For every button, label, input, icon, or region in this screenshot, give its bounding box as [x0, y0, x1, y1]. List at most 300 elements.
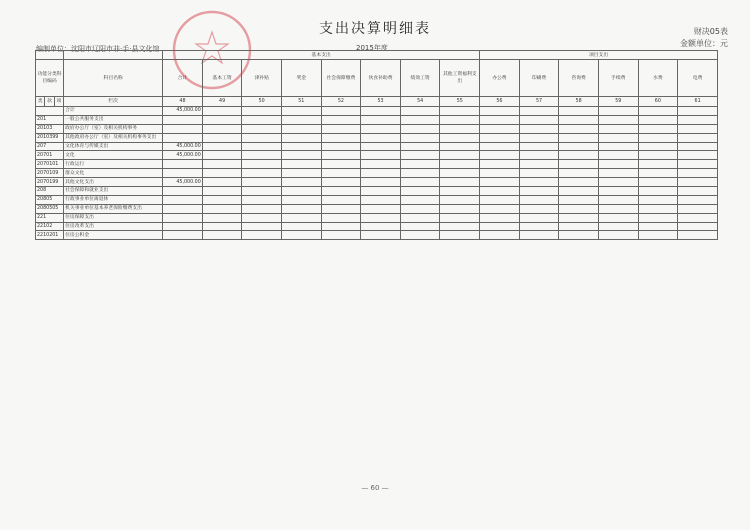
row-cell: [361, 222, 401, 231]
row-cell: [440, 178, 480, 187]
row-cell: [361, 169, 401, 178]
column-header: 手续费: [598, 60, 638, 97]
row-cell: [440, 169, 480, 178]
row-name: 行政运行: [64, 160, 163, 169]
row-name: 一般公共服务支出: [64, 115, 163, 124]
row-amount: 45,000.00: [163, 107, 203, 116]
row-cell: [559, 160, 599, 169]
row-cell: [559, 187, 599, 196]
page-title: 支出决算明细表: [319, 21, 431, 37]
row-cell: [242, 178, 282, 187]
row-cell: [440, 124, 480, 133]
column-header: 合计: [163, 60, 203, 97]
code-sub-header: 款: [45, 97, 54, 107]
row-cell: [480, 187, 520, 196]
row-cell: [202, 187, 242, 196]
column-header: 奖金: [281, 60, 321, 97]
row-amount: [163, 187, 203, 196]
column-header: 基本工资: [202, 60, 242, 97]
column-header: 绩效工资: [400, 60, 440, 97]
row-cell: [678, 231, 718, 240]
row-cell: [598, 213, 638, 222]
row-cell: [202, 107, 242, 116]
column-number: 55: [440, 97, 480, 107]
row-cell: [281, 204, 321, 213]
row-cell: [361, 107, 401, 116]
row-cell: [281, 107, 321, 116]
row-cell: [202, 133, 242, 142]
row-cell: [638, 231, 678, 240]
column-number: 48: [163, 97, 203, 107]
row-cell: [519, 169, 559, 178]
row-cell: [361, 160, 401, 169]
row-cell: [559, 204, 599, 213]
expense-detail-table: [35, 50, 718, 240]
row-cell: [440, 222, 480, 231]
row-cell: [242, 213, 282, 222]
row-name: 住房公积金: [64, 231, 163, 240]
row-amount: [163, 222, 203, 231]
row-cell: [519, 195, 559, 204]
row-cell: [440, 195, 480, 204]
row-cell: [202, 169, 242, 178]
row-cell: [678, 178, 718, 187]
row-cell: [242, 187, 282, 196]
row-cell: [638, 178, 678, 187]
table-row: [36, 115, 718, 124]
column-header: 电费: [678, 60, 718, 97]
row-cell: [638, 124, 678, 133]
row-cell: [480, 151, 520, 160]
column-number: 61: [678, 97, 718, 107]
row-cell: [480, 169, 520, 178]
row-cell: [361, 231, 401, 240]
row-cell: [480, 213, 520, 222]
row-cell: [321, 195, 361, 204]
row-cell: [638, 133, 678, 142]
column-number: 56: [480, 97, 520, 107]
column-number: 60: [638, 97, 678, 107]
row-code: 2080505: [36, 204, 64, 213]
row-cell: [400, 151, 440, 160]
row-cell: [361, 115, 401, 124]
row-cell: [519, 142, 559, 151]
row-amount: 45,000.00: [163, 178, 203, 187]
row-cell: [400, 169, 440, 178]
row-code: 2210201: [36, 231, 64, 240]
row-amount: 45,000.00: [163, 142, 203, 151]
row-code: 207: [36, 142, 64, 151]
row-cell: [321, 178, 361, 187]
row-cell: [242, 204, 282, 213]
row-cell: [321, 160, 361, 169]
row-cell: [281, 160, 321, 169]
group-project-header: 项目支出: [480, 51, 718, 60]
row-cell: [678, 151, 718, 160]
row-cell: [638, 213, 678, 222]
row-cell: [321, 231, 361, 240]
table-row: [36, 133, 718, 142]
column-number: 49: [202, 97, 242, 107]
row-cell: [202, 204, 242, 213]
row-cell: [678, 169, 718, 178]
row-cell: [519, 222, 559, 231]
row-cell: [440, 213, 480, 222]
row-cell: [242, 133, 282, 142]
row-cell: [281, 178, 321, 187]
row-cell: [559, 178, 599, 187]
row-cell: [202, 160, 242, 169]
row-cell: [440, 231, 480, 240]
data-rows: [36, 107, 718, 240]
row-code: 2010399: [36, 133, 64, 142]
column-header: 其他工资福利支出: [440, 60, 480, 97]
column-header: 办公费: [480, 60, 520, 97]
row-cell: [638, 195, 678, 204]
row-cell: [400, 142, 440, 151]
column-number: 50: [242, 97, 282, 107]
row-cell: [598, 107, 638, 116]
row-cell: [678, 213, 718, 222]
row-cell: [678, 204, 718, 213]
table-row: [36, 160, 718, 169]
row-cell: [638, 151, 678, 160]
row-cell: [242, 169, 282, 178]
row-cell: [678, 142, 718, 151]
row-cell: [678, 222, 718, 231]
row-cell: [361, 195, 401, 204]
row-cell: [202, 195, 242, 204]
row-name: 文化体育与传媒支出: [64, 142, 163, 151]
row-cell: [598, 178, 638, 187]
row-code: 20701: [36, 151, 64, 160]
row-cell: [638, 204, 678, 213]
row-cell: [281, 142, 321, 151]
row-cell: [638, 187, 678, 196]
code-sub-header: 类: [36, 97, 45, 107]
row-amount: [163, 133, 203, 142]
row-amount: [163, 160, 203, 169]
row-name: 文化: [64, 151, 163, 160]
row-code: 2070109: [36, 169, 64, 178]
row-cell: [559, 115, 599, 124]
row-code: 221: [36, 213, 64, 222]
row-cell: [598, 142, 638, 151]
code-group-header: [36, 51, 64, 60]
row-cell: [400, 115, 440, 124]
row-cell: [321, 115, 361, 124]
row-name: 行政事业单位离退休: [64, 195, 163, 204]
row-cell: [321, 204, 361, 213]
row-cell: [519, 133, 559, 142]
row-cell: [598, 115, 638, 124]
row-cell: [321, 222, 361, 231]
row-cell: [678, 124, 718, 133]
row-cell: [519, 213, 559, 222]
row-cell: [519, 187, 559, 196]
column-header: 咨询费: [559, 60, 599, 97]
table-row: [36, 169, 718, 178]
row-cell: [559, 195, 599, 204]
table-row: [36, 213, 718, 222]
row-code: 2070101: [36, 160, 64, 169]
row-cell: [400, 124, 440, 133]
row-code: 20103: [36, 124, 64, 133]
group-basic-header: 基本支出: [163, 51, 480, 60]
row-code: [36, 107, 64, 116]
column-number: 58: [559, 97, 599, 107]
row-cell: [598, 133, 638, 142]
name-group-header: [64, 51, 163, 60]
code-header: 功能分类科目编码: [36, 60, 64, 97]
row-name: 政府办公厅（室）及相关机构事务: [64, 124, 163, 133]
row-cell: [519, 124, 559, 133]
row-cell: [361, 213, 401, 222]
column-number: 54: [400, 97, 440, 107]
row-cell: [361, 187, 401, 196]
row-amount: [163, 124, 203, 133]
row-cell: [400, 195, 440, 204]
column-header: 水费: [638, 60, 678, 97]
row-cell: [598, 160, 638, 169]
row-cell: [559, 169, 599, 178]
row-cell: [519, 178, 559, 187]
row-cell: [678, 115, 718, 124]
table-row: [36, 222, 718, 231]
row-cell: [361, 204, 401, 213]
row-cell: [400, 204, 440, 213]
row-cell: [519, 151, 559, 160]
row-cell: [638, 115, 678, 124]
row-cell: [678, 133, 718, 142]
row-cell: [440, 133, 480, 142]
column-number: 栏次: [64, 97, 163, 107]
row-cell: [281, 169, 321, 178]
name-header: 科目名称: [64, 60, 163, 97]
row-cell: [480, 160, 520, 169]
row-cell: [519, 107, 559, 116]
row-cell: [321, 107, 361, 116]
row-cell: [242, 195, 282, 204]
row-cell: [598, 151, 638, 160]
column-header: 伙食补助费: [361, 60, 401, 97]
table-row: [36, 151, 718, 160]
row-cell: [480, 124, 520, 133]
row-cell: [242, 142, 282, 151]
column-header: 津补贴: [242, 60, 282, 97]
row-cell: [598, 169, 638, 178]
row-cell: [519, 115, 559, 124]
row-cell: [440, 204, 480, 213]
row-cell: [440, 151, 480, 160]
column-number: 59: [598, 97, 638, 107]
row-code: 208: [36, 187, 64, 196]
row-cell: [321, 142, 361, 151]
row-cell: [400, 160, 440, 169]
row-cell: [242, 231, 282, 240]
row-cell: [202, 124, 242, 133]
row-cell: [440, 142, 480, 151]
row-cell: [598, 222, 638, 231]
row-cell: [321, 133, 361, 142]
row-cell: [242, 160, 282, 169]
row-cell: [242, 124, 282, 133]
row-cell: [559, 222, 599, 231]
row-cell: [202, 115, 242, 124]
row-cell: [480, 142, 520, 151]
row-cell: [281, 133, 321, 142]
row-cell: [321, 187, 361, 196]
row-cell: [281, 115, 321, 124]
amount-unit: 金额单位：元: [680, 39, 728, 48]
table-row: [36, 195, 718, 204]
row-cell: [678, 160, 718, 169]
row-code: 22102: [36, 222, 64, 231]
row-cell: [480, 222, 520, 231]
row-cell: [440, 115, 480, 124]
row-cell: [559, 142, 599, 151]
row-cell: [400, 222, 440, 231]
row-name: 合计: [64, 107, 163, 116]
row-cell: [519, 204, 559, 213]
row-cell: [400, 231, 440, 240]
row-cell: [598, 204, 638, 213]
row-cell: [281, 151, 321, 160]
header-row-groups: [36, 51, 718, 60]
row-cell: [638, 169, 678, 178]
row-cell: [242, 151, 282, 160]
row-cell: [480, 195, 520, 204]
row-cell: [281, 213, 321, 222]
organization-name: 编制单位：沈阳市辽阳市非·手·县文化馆: [36, 45, 160, 53]
row-cell: [559, 133, 599, 142]
column-number: 52: [321, 97, 361, 107]
row-cell: [400, 107, 440, 116]
row-amount: [163, 231, 203, 240]
table-row: [36, 124, 718, 133]
row-cell: [638, 222, 678, 231]
row-cell: [202, 222, 242, 231]
header-row-numbers: [36, 97, 718, 107]
row-cell: [559, 151, 599, 160]
row-code: 20805: [36, 195, 64, 204]
row-cell: [281, 231, 321, 240]
row-cell: [361, 142, 401, 151]
row-cell: [321, 169, 361, 178]
column-header: 印刷费: [519, 60, 559, 97]
row-cell: [638, 142, 678, 151]
column-number: 51: [281, 97, 321, 107]
row-name: 社会保障和就业支出: [64, 187, 163, 196]
row-cell: [480, 231, 520, 240]
row-cell: [400, 178, 440, 187]
row-cell: [242, 222, 282, 231]
table-row: [36, 142, 718, 151]
row-cell: [281, 187, 321, 196]
report-year: 2015年度: [356, 44, 388, 52]
row-cell: [242, 107, 282, 116]
row-cell: [321, 124, 361, 133]
table-row: [36, 107, 718, 116]
row-amount: 45,000.00: [163, 151, 203, 160]
row-code: 201: [36, 115, 64, 124]
row-cell: [678, 107, 718, 116]
row-cell: [361, 178, 401, 187]
row-cell: [678, 195, 718, 204]
row-amount: [163, 213, 203, 222]
row-name: 住房改革支出: [64, 222, 163, 231]
row-cell: [400, 213, 440, 222]
column-number: 57: [519, 97, 559, 107]
row-cell: [361, 151, 401, 160]
row-cell: [202, 142, 242, 151]
row-amount: [163, 195, 203, 204]
row-cell: [480, 107, 520, 116]
row-amount: [163, 115, 203, 124]
row-cell: [559, 107, 599, 116]
code-sub-header: 项: [54, 97, 63, 107]
row-cell: [598, 187, 638, 196]
table-row: [36, 178, 718, 187]
row-amount: [163, 169, 203, 178]
table-row: [36, 231, 718, 240]
table-row: [36, 204, 718, 213]
row-cell: [202, 151, 242, 160]
row-cell: [480, 133, 520, 142]
row-cell: [480, 204, 520, 213]
row-cell: [440, 107, 480, 116]
column-header: 社会保障缴费: [321, 60, 361, 97]
row-cell: [202, 213, 242, 222]
row-cell: [321, 213, 361, 222]
table-row: [36, 187, 718, 196]
row-code: 2070199: [36, 178, 64, 187]
row-cell: [202, 178, 242, 187]
row-cell: [519, 231, 559, 240]
row-cell: [440, 187, 480, 196]
row-cell: [242, 115, 282, 124]
row-cell: [400, 133, 440, 142]
row-cell: [361, 124, 401, 133]
row-cell: [281, 124, 321, 133]
row-cell: [480, 178, 520, 187]
row-cell: [559, 231, 599, 240]
row-cell: [638, 107, 678, 116]
row-name: 其他文化支出: [64, 178, 163, 187]
row-amount: [163, 204, 203, 213]
header-row-columns: [36, 60, 718, 97]
row-name: 群众文化: [64, 169, 163, 178]
row-cell: [202, 231, 242, 240]
row-cell: [638, 160, 678, 169]
row-name: 其他政府办公厅（室）及相关机构事务支出: [64, 133, 163, 142]
row-cell: [678, 187, 718, 196]
page-footer: — 60 —: [361, 484, 389, 492]
row-cell: [598, 231, 638, 240]
row-cell: [598, 124, 638, 133]
row-cell: [400, 187, 440, 196]
row-cell: [281, 195, 321, 204]
row-cell: [480, 115, 520, 124]
form-number: 财决05表: [693, 27, 728, 36]
row-name: 住房保障支出: [64, 213, 163, 222]
row-name: 机关事业单位基本养老保险缴费支出: [64, 204, 163, 213]
row-cell: [559, 213, 599, 222]
row-cell: [440, 160, 480, 169]
column-number: 53: [361, 97, 401, 107]
row-cell: [519, 160, 559, 169]
row-cell: [559, 124, 599, 133]
